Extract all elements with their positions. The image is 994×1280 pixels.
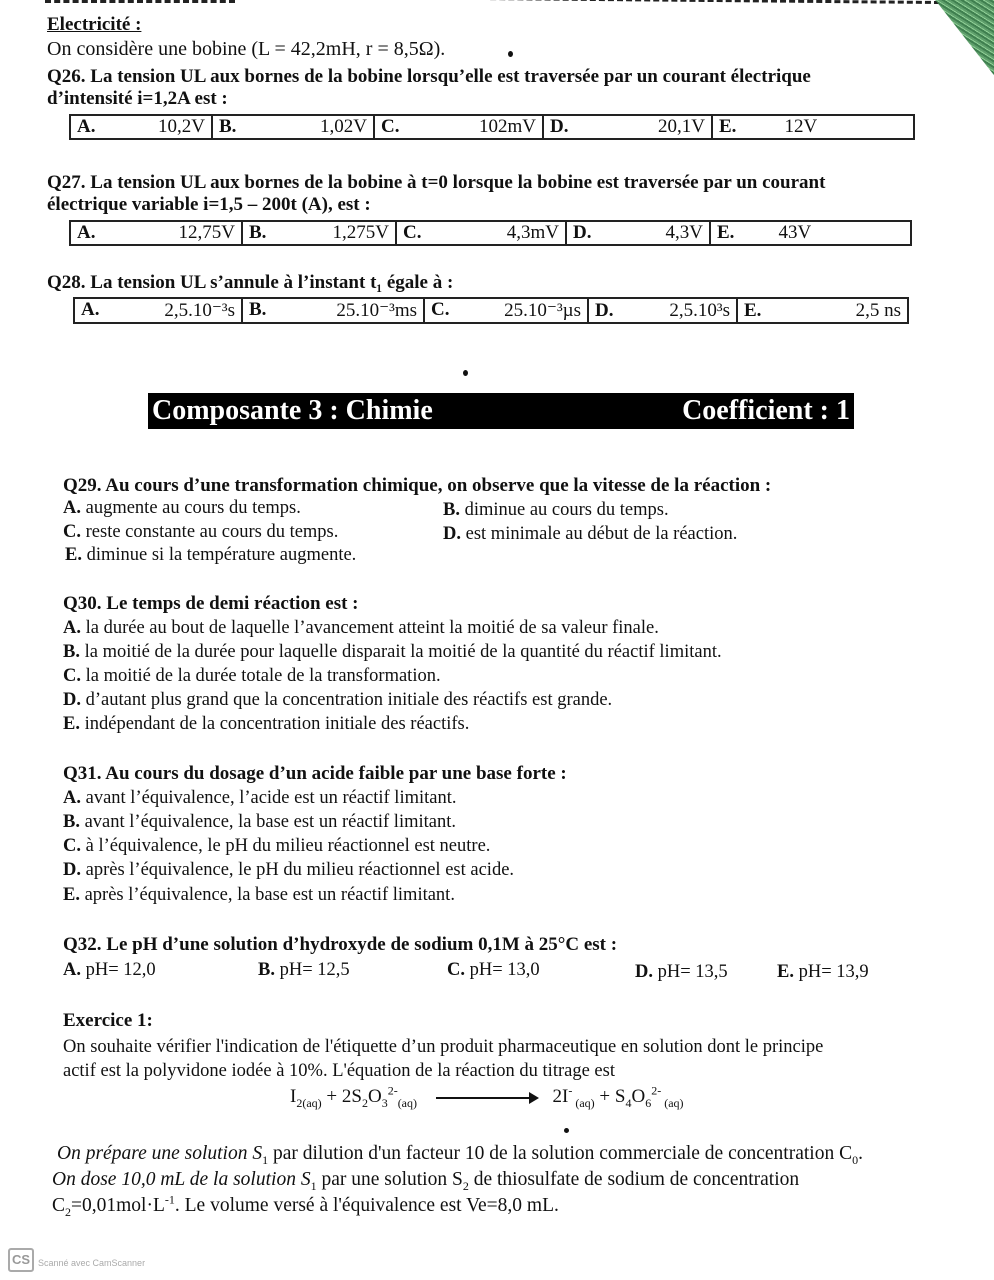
scan-dot: [564, 1128, 569, 1133]
exercise-line5: $C_2=0,01mol\cdot L^{-1}$. Le volume versé à l'équivalence est Ve=8,0 mL.: [52, 1192, 559, 1219]
q31-option-a[interactable]: A. avant l’équivalence, l’acide est un réactif limitant.: [63, 788, 457, 808]
q28-option-d[interactable]: D. 2,5.10³s: [588, 298, 737, 323]
q29-option-a[interactable]: A. augmente au cours du temps.: [63, 498, 301, 518]
scan-dot: [508, 51, 513, 57]
q26-option-b[interactable]: B. 1,02V: [212, 115, 374, 139]
q30-option-c[interactable]: C. la moitié de la durée totale de la transformation.: [63, 666, 441, 686]
reaction-arrow-icon: [436, 1097, 536, 1099]
q26-option-d[interactable]: D. 20,1V: [543, 115, 712, 139]
q29-question: Q29. Au cours d’une transformation chimique, on observe que la vitesse de la réaction :: [63, 475, 772, 496]
q32-option-b[interactable]: B. pH= 12,5: [258, 960, 350, 980]
q31-option-c[interactable]: C. à l’équivalence, le pH du milieu réactionnel est neutre.: [63, 836, 491, 856]
q28-option-c[interactable]: C. 25.10⁻³µs: [424, 298, 588, 323]
q28-answer-table: [73, 297, 909, 324]
q27-option-a[interactable]: A. 12,75V: [70, 221, 242, 245]
exercise-paragraph-line1: On souhaite vérifier l'indication de l'étiquette d’un produit pharmaceutique en solution dont le principe: [63, 1037, 824, 1057]
q30-question: Q30. Le temps de demi réaction est :: [63, 593, 359, 614]
q29-option-d[interactable]: D. est minimale au début de la réaction.: [443, 524, 738, 544]
banner-coefficient: Coefficient : 1: [682, 395, 850, 426]
q29-option-b[interactable]: B. diminue au cours du temps.: [443, 500, 669, 520]
q27-answer-table: [69, 220, 912, 246]
q26-answer-table: [69, 114, 915, 140]
camscanner-logo-icon: CS: [8, 1248, 34, 1272]
q26-option-e[interactable]: E. 12V: [712, 115, 914, 139]
scan-dot: [463, 370, 468, 376]
q27-line1: Q27. La tension UL aux bornes de la bobine à t=0 lorsque la bobine est traversée par un courant: [47, 172, 826, 193]
q27-line2: électrique variable i=1,5 – 200t (A), est :: [47, 194, 371, 215]
q28-line1: Q28. La tension UL s’annule à l’instant t₁ égale à :: [47, 272, 454, 293]
intro-bobine: On considère une bobine (L = 42,2mH, r = 8,5Ω).: [47, 38, 446, 60]
dashed-divider-left: [45, 0, 235, 3]
q32-option-d[interactable]: D. pH= 13,5: [635, 962, 728, 982]
q30-option-d[interactable]: D. d’autant plus grand que la concentration initiale des réactifs est grande.: [63, 690, 613, 710]
exercise-line3: On prépare une solution $S_1$ par dilution d'un facteur 10 de la solution commerciale de concentration $C_0$.: [57, 1143, 863, 1167]
q30-option-a[interactable]: A. la durée au bout de laquelle l’avancement atteint la moitié de sa valeur finale.: [63, 618, 659, 638]
q31-question: Q31. Au cours du dosage d’un acide faible par une base forte :: [63, 763, 567, 784]
q32-option-c[interactable]: C. pH= 13,0: [447, 960, 540, 980]
q32-option-a[interactable]: A. pH= 12,0: [63, 960, 156, 980]
q31-option-b[interactable]: B. avant l’équivalence, la base est un réactif limitant.: [63, 812, 456, 832]
q27-option-b[interactable]: B. 1,275V: [242, 221, 396, 245]
q30-option-b[interactable]: B. la moitié de la durée pour laquelle disparait la moitié de la quantité du réactif limitant.: [63, 642, 722, 662]
dashed-divider-right: [300, 0, 940, 4]
q28-option-b[interactable]: B. 25.10⁻³ms: [242, 298, 424, 323]
camscanner-watermark: Scanné avec CamScanner: [38, 1258, 146, 1268]
section-banner-chimie: [148, 393, 854, 429]
q32-option-e[interactable]: E. pH= 13,9: [777, 962, 869, 982]
q29-option-c[interactable]: C. reste constante au cours du temps.: [63, 522, 339, 542]
section-heading-electricite: Electricité :: [47, 14, 142, 35]
exercise-line4: On dose 10,0 mL de la solution $S_1$ par une solution $S_2$ de thiosulfate de sodium de concentration: [52, 1169, 800, 1193]
q27-option-c[interactable]: C. 4,3mV: [396, 221, 566, 245]
q27-option-d[interactable]: D. 4,3V: [566, 221, 710, 245]
q27-option-e[interactable]: E. 43V: [710, 221, 911, 245]
q31-option-e[interactable]: E. après l’équivalence, la base est un réactif limitant.: [63, 885, 455, 905]
q26-line1: Q26. La tension UL aux bornes de la bobine lorsqu’elle est traversée par un courant électrique: [47, 66, 811, 87]
q28-option-a[interactable]: A. 2,5.10⁻³s: [74, 298, 242, 323]
q31-option-d[interactable]: D. après l’équivalence, le pH du milieu réactionnel est acide.: [63, 860, 515, 880]
q30-option-e[interactable]: E. indépendant de la concentration initiale des réactifs.: [63, 714, 470, 734]
page-corner-fold: [904, 0, 994, 78]
titration-equation: $I_{2(aq)} + 2S_2O_3^{2-}_{(aq)}$ 2I- $_{(aq)} + S_4O_6^{2-}$ $_{(aq)}$: [290, 1083, 684, 1110]
q29-option-e[interactable]: E. diminue si la température augmente.: [65, 545, 357, 565]
q26-option-c[interactable]: C. 102mV: [374, 115, 543, 139]
q28-option-e[interactable]: E. 2,5 ns: [737, 298, 908, 323]
q26-option-a[interactable]: A. 10,2V: [70, 115, 212, 139]
q32-question: Q32. Le pH d’une solution d’hydroxyde de sodium 0,1M à 25°C est :: [63, 934, 618, 955]
exercise-title: Exercice 1:: [63, 1010, 153, 1031]
banner-title: Composante 3 : Chimie: [152, 395, 433, 426]
q26-line2: d’intensité i=1,2A est :: [47, 88, 228, 109]
exercise-paragraph-line2: actif est la polyvidone iodée à 10%. L'équation de la réaction du titrage est: [63, 1061, 615, 1081]
